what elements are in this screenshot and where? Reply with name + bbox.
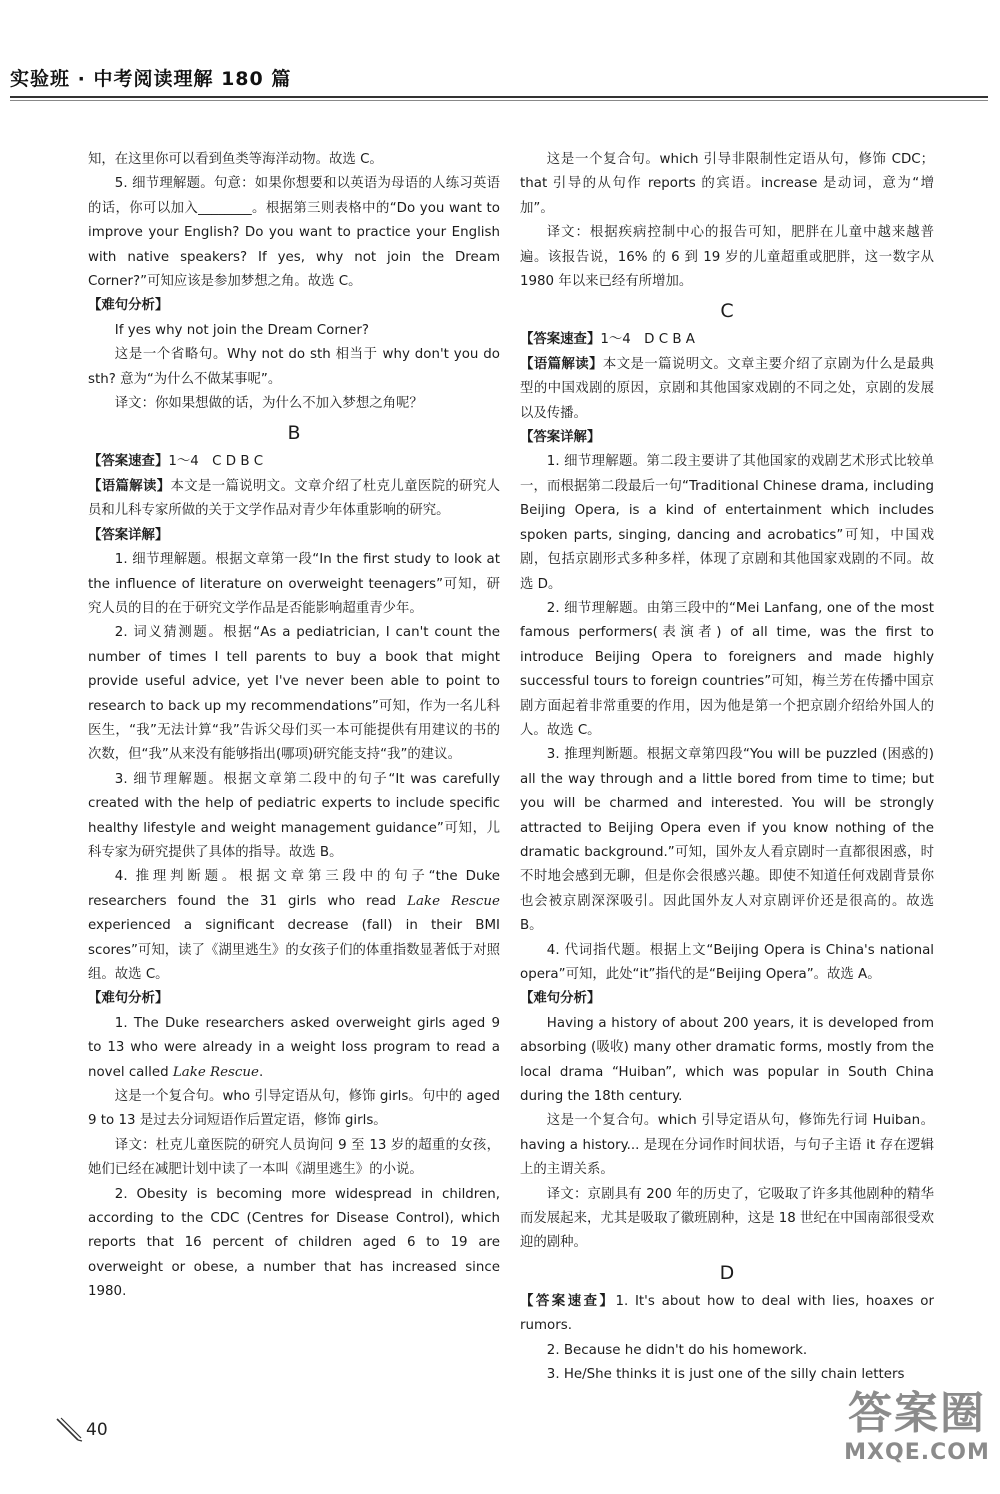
answer-text: 2. Because he didn't do his homework. — [546, 1342, 808, 1358]
summary-tag: 【语篇解读】 — [520, 356, 603, 372]
answer-text: 1. It's about how to deal with lies, hoaxes or rumors. — [520, 1293, 935, 1334]
reading-summary — [520, 353, 934, 426]
paragraph — [88, 865, 500, 987]
answer-tag: 【答案速查】 — [520, 332, 601, 348]
text-run: experienced a significant decrease (fall) in their BMI scores”可知，读了《湖里逃生》的女孩子们的体重指数显著低于对照组。故选 C。 — [88, 918, 500, 982]
example-sentence — [88, 1012, 500, 1085]
page-number: 40 — [86, 1420, 108, 1440]
summary-text: 本文是一篇说明文。文章主要介绍了京剧为什么是最典型的中国戏剧的原因，京剧和其他国家戏剧的不同之处，京剧的发展以及传播。 — [520, 356, 935, 421]
reading-summary — [88, 475, 500, 524]
header-rule — [10, 96, 988, 98]
answer-line — [88, 450, 500, 474]
passage-heading-d: D — [719, 1261, 735, 1284]
paragraph: 2. 词义猜测题。根据“As a pediatrician, I can't count the number of times I tell parents to buy a book that might provide useful advice, yet I've never been able to point to research to back up my recommendations”可知，作为一名儿科医生，“我”无法计算“我”告诉父母们买一本可能提供有用建议的书的次数，但“我”从来没有能够指出(哪项)研究能支持“我”的建议。 — [88, 625, 500, 763]
page-header: 实验班 · 中考阅读理解 180 篇 — [10, 68, 292, 90]
section-heading: 【答案详解】 — [88, 527, 169, 543]
watermark-logo — [842, 1388, 992, 1484]
summary-tag: 【语篇解读】 — [88, 478, 171, 494]
header-rule-thin — [10, 100, 988, 101]
example-sentence: If yes why not join the Dream Corner? — [114, 322, 369, 338]
paragraph: 知，在这里你可以看到鱼类等海洋动物。故选 C。 — [88, 152, 383, 167]
section-heading: 【难句分析】 — [88, 298, 169, 314]
section-heading: 【答案详解】 — [520, 430, 601, 446]
answer-keys: 1～4 C D B C — [168, 454, 264, 470]
text-run: . — [258, 1064, 264, 1080]
watermark-text: 答案圈 — [848, 1388, 986, 1439]
paragraph: 3. 推理判断题。根据文章第四段“You will be puzzled (困惑的) all the way through and a little bored from time to time; but you will be charmed and interested. You will be strongly attracted to Beijing Opera even if you know nothing of the dramatic background.”可知，国外友人看京剧时一直都很困惑，时不时地会感到无聊，但是你会很感兴趣。即使不知道任何戏剧背景你也会被京剧深深吸引。因此国外友人对京剧评价还是很高的。故选 B。 — [520, 747, 934, 934]
paragraph: 这是一个复合句。who 引导定语从句，修饰 girls。句中的 aged 9 to 13 是过去分词短语作后置定语，修饰 girls。 — [88, 1089, 500, 1129]
book-title: Lake Rescue — [172, 1064, 259, 1080]
paragraph: 这是一个复合句。which 引导非限制性定语从句，修饰 CDC；that 引导的从句作 reports 的宾语。increase 是动词，意为“增加”。 — [520, 152, 934, 216]
answer-line — [520, 328, 934, 352]
text-run: 1. The Duke researchers asked overweight girls aged 9 to 13 who were already in a weight loss program to read a novel called — [88, 1015, 500, 1080]
watermark-url: MXQE.COM — [844, 1440, 990, 1465]
paragraph: 1. 细节理解题。根据文章第一段“In the first study to look at the influence of literature on overweight teenagers”可知，研究人员的目的在于研究文学作品是否能影响超重青少年。 — [88, 552, 500, 616]
section-heading: 【难句分析】 — [88, 991, 169, 1007]
answer-text: 3. He/She thinks it is just one of the silly chain letters — [546, 1367, 905, 1383]
passage-heading-b: B — [287, 422, 301, 445]
paragraph: 4. 代词指代题。根据上文“Beijing Opera is China's national opera”可知，此处“it”指代的是“Beijing Opera”。故选 A。 — [520, 942, 934, 982]
paragraph: 这是一个省略句。Why not do sth 相当于 why don't you do sth? 意为“为什么不做某事呢”。 — [88, 347, 500, 387]
example-sentence: Having a history of about 200 years, it is developed from absorbing (吸收) many other dramatic forms, mostly from the local drama “Huiban”, which was popular in South China during the 18th century. — [520, 1015, 934, 1105]
answer-keys: 1～4 D C B A — [600, 332, 695, 348]
paragraph: 2. 细节理解题。由第三段中的“Mei Lanfang, one of the most famous performers(表演者) of all time, was the first to introduce Beijing Opera to foreigners and made highly successful tours to foreign countries”可知，梅兰芳在传播中国京剧方面起着非常重要的作用，因为他是第一个把京剧介绍给外国人的人。故选 C。 — [520, 600, 934, 738]
passage-heading-c: C — [720, 300, 734, 323]
example-sentence: 2. Obesity is becoming more widespread in children, according to the CDC (Centres for Disease Control), which reports that 16 percent of children aged 6 to 19 are overweight or obese, a number that has increased since 1980. — [88, 1186, 500, 1300]
paragraph: 1. 细节理解题。第二段主要讲了其他国家的戏剧艺术形式比较单一，而根据第二段最后一句“Traditional Chinese drama, including Beijing Opera, is a kind of entertainment which includes spoken parts, singing, dancing and acrobatics”可知，中国戏剧，包括京剧形式多种多样，体现了京剧和其他国家戏剧的不同。故选 D。 — [520, 454, 934, 592]
translation: 译文：杜克儿童医院的研究人员询问 9 至 13 岁的超重的女孩，她们已经在减肥计划中读了一本叫《湖里逃生》的小说。 — [88, 1137, 500, 1178]
right-column — [520, 148, 934, 1388]
left-column — [88, 148, 500, 1305]
summary-text: 本文是一篇说明文。文章介绍了杜克儿童医院的研究人员和儿科专家所做的关于文学作品对青少年体重影响的研究。 — [88, 478, 501, 519]
book-title: Lake Rescue — [407, 893, 500, 909]
paragraph: 这是一个复合句。which 引导定语从句，修饰先行词 Huiban。having a history... 是现在分词作时间状语，与句子主语 it 存在逻辑上的主谓关系。 — [520, 1113, 934, 1178]
answer-line — [520, 1290, 934, 1339]
translation: 译文：你如果想做的话，为什么不加入梦想之角呢？ — [114, 396, 423, 412]
pen-icon — [54, 1414, 84, 1444]
text-run: 4. 推理判断题。根据文章第三段中的句子“the Duke researchers found the 31 girls who read — [88, 869, 500, 909]
translation: 译文：京剧具有 200 年的历史了，它吸取了许多其他剧种的精华而发展起来，尤其是吸取了徽班剧种，这是 18 世纪在中国南部很受欢迎的剧种。 — [520, 1186, 934, 1251]
answer-tag: 【答案速查】 — [520, 1293, 616, 1309]
translation: 译文：根据疾病控制中心的报告可知，肥胖在儿童中越来越普遍。该报告说，16% 的 6 到 19 岁的儿童超重或肥胖，这一数字从 1980 年以来已经有所增加。 — [520, 225, 934, 290]
paragraph: 5. 细节理解题。句意：如果你想要和以英语为母语的人练习英语的话，你可以加入________。根据第三则表格中的“Do you want to improve your English? Do you want to practice your English with native speakers? If yes, why not join the Dream Corner?”可知应该是参加梦想之角。故选 C。 — [88, 176, 500, 290]
paragraph: 3. 细节理解题。根据文章第二段中的句子“It was carefully created with the help of pediatric experts to include specific healthy lifestyle and weight management guidance”可知，儿科专家为研究提供了具体的指导。故选 B。 — [88, 771, 500, 860]
answer-tag: 【答案速查】 — [88, 454, 169, 470]
section-heading: 【难句分析】 — [520, 991, 601, 1007]
